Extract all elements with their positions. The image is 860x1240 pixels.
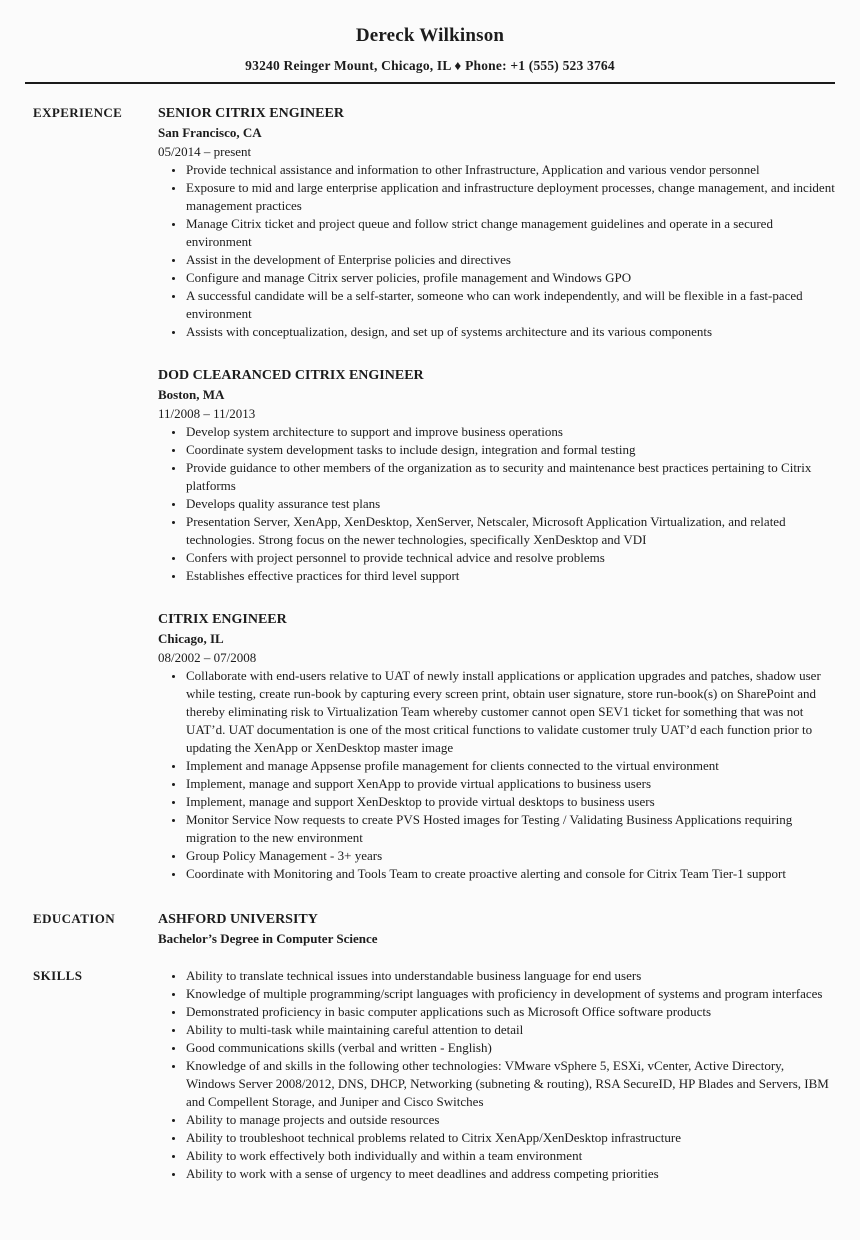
job-location: Chicago, IL bbox=[158, 631, 224, 646]
resume-header bbox=[25, 0, 835, 74]
job-dates: 11/2008 – 11/2013 bbox=[158, 406, 256, 421]
job-location: San Francisco, CA bbox=[158, 125, 262, 140]
bullet-item: • Ability to manage projects and outside resources bbox=[185, 1111, 835, 1129]
bullet-item: • Implement and manage Appsense profile management for clients connected to the virtual environment bbox=[185, 757, 835, 775]
section-experience bbox=[33, 104, 835, 883]
bullet-item: • Ability to multi-task while maintaining careful attention to detail bbox=[185, 1021, 835, 1039]
job-title: DOD CLEARANCED CITRIX ENGINEER bbox=[158, 368, 424, 383]
bullet-item: • Ability to work effectively both individually and within a team environment bbox=[185, 1147, 835, 1165]
bullet-item: • Exposure to mid and large enterprise application and infrastructure deployment processes, change management, and incident management practices bbox=[185, 179, 835, 215]
bullet-item: • Assists with conceptualization, design, and set up of systems architecture and its various components bbox=[185, 323, 835, 341]
job-entry-dod-clearanced-citrix-engineer bbox=[158, 366, 835, 585]
job-bullet-list bbox=[158, 423, 835, 585]
bullet-item: • Coordinate with Monitoring and Tools Team to create proactive alerting and console for Citrix Team Tier-1 support bbox=[185, 865, 835, 883]
bullet-item: • Implement, manage and support XenApp to provide virtual applications to business users bbox=[185, 775, 835, 793]
experience-content bbox=[158, 104, 835, 883]
bullet-item: • Develops quality assurance test plans bbox=[185, 495, 835, 513]
bullet-item: • Establishes effective practices for third level support bbox=[185, 567, 835, 585]
education-content bbox=[158, 910, 835, 949]
bullet-item: • Knowledge of multiple programming/script languages with proficiency in development of systems and program interfaces bbox=[185, 985, 835, 1003]
section-label-education: EDUCATION bbox=[33, 911, 116, 926]
section-education bbox=[33, 910, 835, 949]
contact-line: 93240 Reinger Mount, Chicago, IL ♦ Phone: +1 (555) 523 3764 bbox=[245, 58, 615, 73]
bullet-item: • Group Policy Management - 3+ years bbox=[185, 847, 835, 865]
skills-content bbox=[158, 967, 835, 1183]
bullet-item: • Ability to troubleshoot technical problems related to Citrix XenApp/XenDesktop infrastructure bbox=[185, 1129, 835, 1147]
job-title: SENIOR CITRIX ENGINEER bbox=[158, 106, 344, 121]
job-bullet-list bbox=[158, 161, 835, 341]
job-bullet-list bbox=[158, 667, 835, 883]
job-entry-citrix-engineer bbox=[158, 610, 835, 883]
bullet-item: • Assist in the development of Enterprise policies and directives bbox=[185, 251, 835, 269]
bullet-item: • Demonstrated proficiency in basic computer applications such as Microsoft Office software products bbox=[185, 1003, 835, 1021]
job-title: CITRIX ENGINEER bbox=[158, 612, 287, 627]
person-name: Dereck Wilkinson bbox=[355, 25, 505, 46]
bullet-item: • Provide guidance to other members of the organization as to security and maintenance best practices pertaining to Citrix platforms bbox=[185, 459, 835, 495]
resume-body bbox=[25, 84, 835, 1183]
bullet-item: • Presentation Server, XenApp, XenDesktop, XenServer, Netscaler, Microsoft Application Virtualization, and related technologies. Strong focus on the newer technologies, specifically XenDesktop and VDI bbox=[185, 513, 835, 549]
job-location: Boston, MA bbox=[158, 387, 225, 402]
bullet-item: • A successful candidate will be a self-starter, someone who can work independently, and will be flexible in a fast-paced environment bbox=[185, 287, 835, 323]
bullet-item: • Ability to work with a sense of urgency to meet deadlines and address competing priorities bbox=[185, 1165, 835, 1183]
job-dates: 05/2014 – present bbox=[158, 144, 252, 159]
bullet-item: • Configure and manage Citrix server policies, profile management and Windows GPO bbox=[185, 269, 835, 287]
bullet-item: • Implement, manage and support XenDesktop to provide virtual desktops to business users bbox=[185, 793, 835, 811]
education-school: ASHFORD UNIVERSITY bbox=[158, 912, 318, 927]
bullet-item: • Coordinate system development tasks to include design, integration and formal testing bbox=[185, 441, 835, 459]
section-skills bbox=[33, 967, 835, 1183]
section-label-experience: EXPERIENCE bbox=[33, 105, 123, 120]
bullet-item: • Collaborate with end-users relative to UAT of newly install applications or application upgrades and patches, shadow user while testing, create run-book by capturing every screen print, obtain user signature, store run-book(s) on SharePoint and thereby eliminating risk to Virtualization Team whereby customer cannot open SEV1 ticket for something that was not UAT’d. UAT documentation is one of the most critical functions to validate customer truly UAT’d each function prior to updating the XenApp or XenDesktop master image bbox=[185, 667, 835, 757]
bullet-item: • Monitor Service Now requests to create PVS Hosted images for Testing / Validating Business Applications requiring migration to the new environment bbox=[185, 811, 835, 847]
education-degree: Bachelor’s Degree in Computer Science bbox=[158, 931, 378, 946]
bullet-item: • Ability to translate technical issues into understandable business language for end users bbox=[185, 967, 835, 985]
bullet-item: • Confers with project personnel to provide technical advice and resolve problems bbox=[185, 549, 835, 567]
section-label-skills: SKILLS bbox=[33, 968, 83, 983]
bullet-item: • Manage Citrix ticket and project queue and follow strict change management guidelines and operate in a secured environment bbox=[185, 215, 835, 251]
bullet-item: • Provide technical assistance and information to other Infrastructure, Application and various vendor personnel bbox=[185, 161, 835, 179]
bullet-item: • Knowledge of and skills in the following other technologies: VMware vSphere 5, ESXi, vCenter, Active Directory, Windows Server 2008/2012, DNS, DHCP, Networking (subneting & routing), RSA SecureID, HP Blades and Servers, IBM and Compellent Storage, and Juniper and Cisco Switches bbox=[185, 1057, 835, 1111]
job-dates: 08/2002 – 07/2008 bbox=[158, 650, 257, 665]
bullet-item: • Good communications skills (verbal and written - English) bbox=[185, 1039, 835, 1057]
skills-bullet-list bbox=[158, 967, 835, 1183]
job-entry-senior-citrix-engineer bbox=[158, 104, 835, 341]
bullet-item: • Develop system architecture to support and improve business operations bbox=[185, 423, 835, 441]
